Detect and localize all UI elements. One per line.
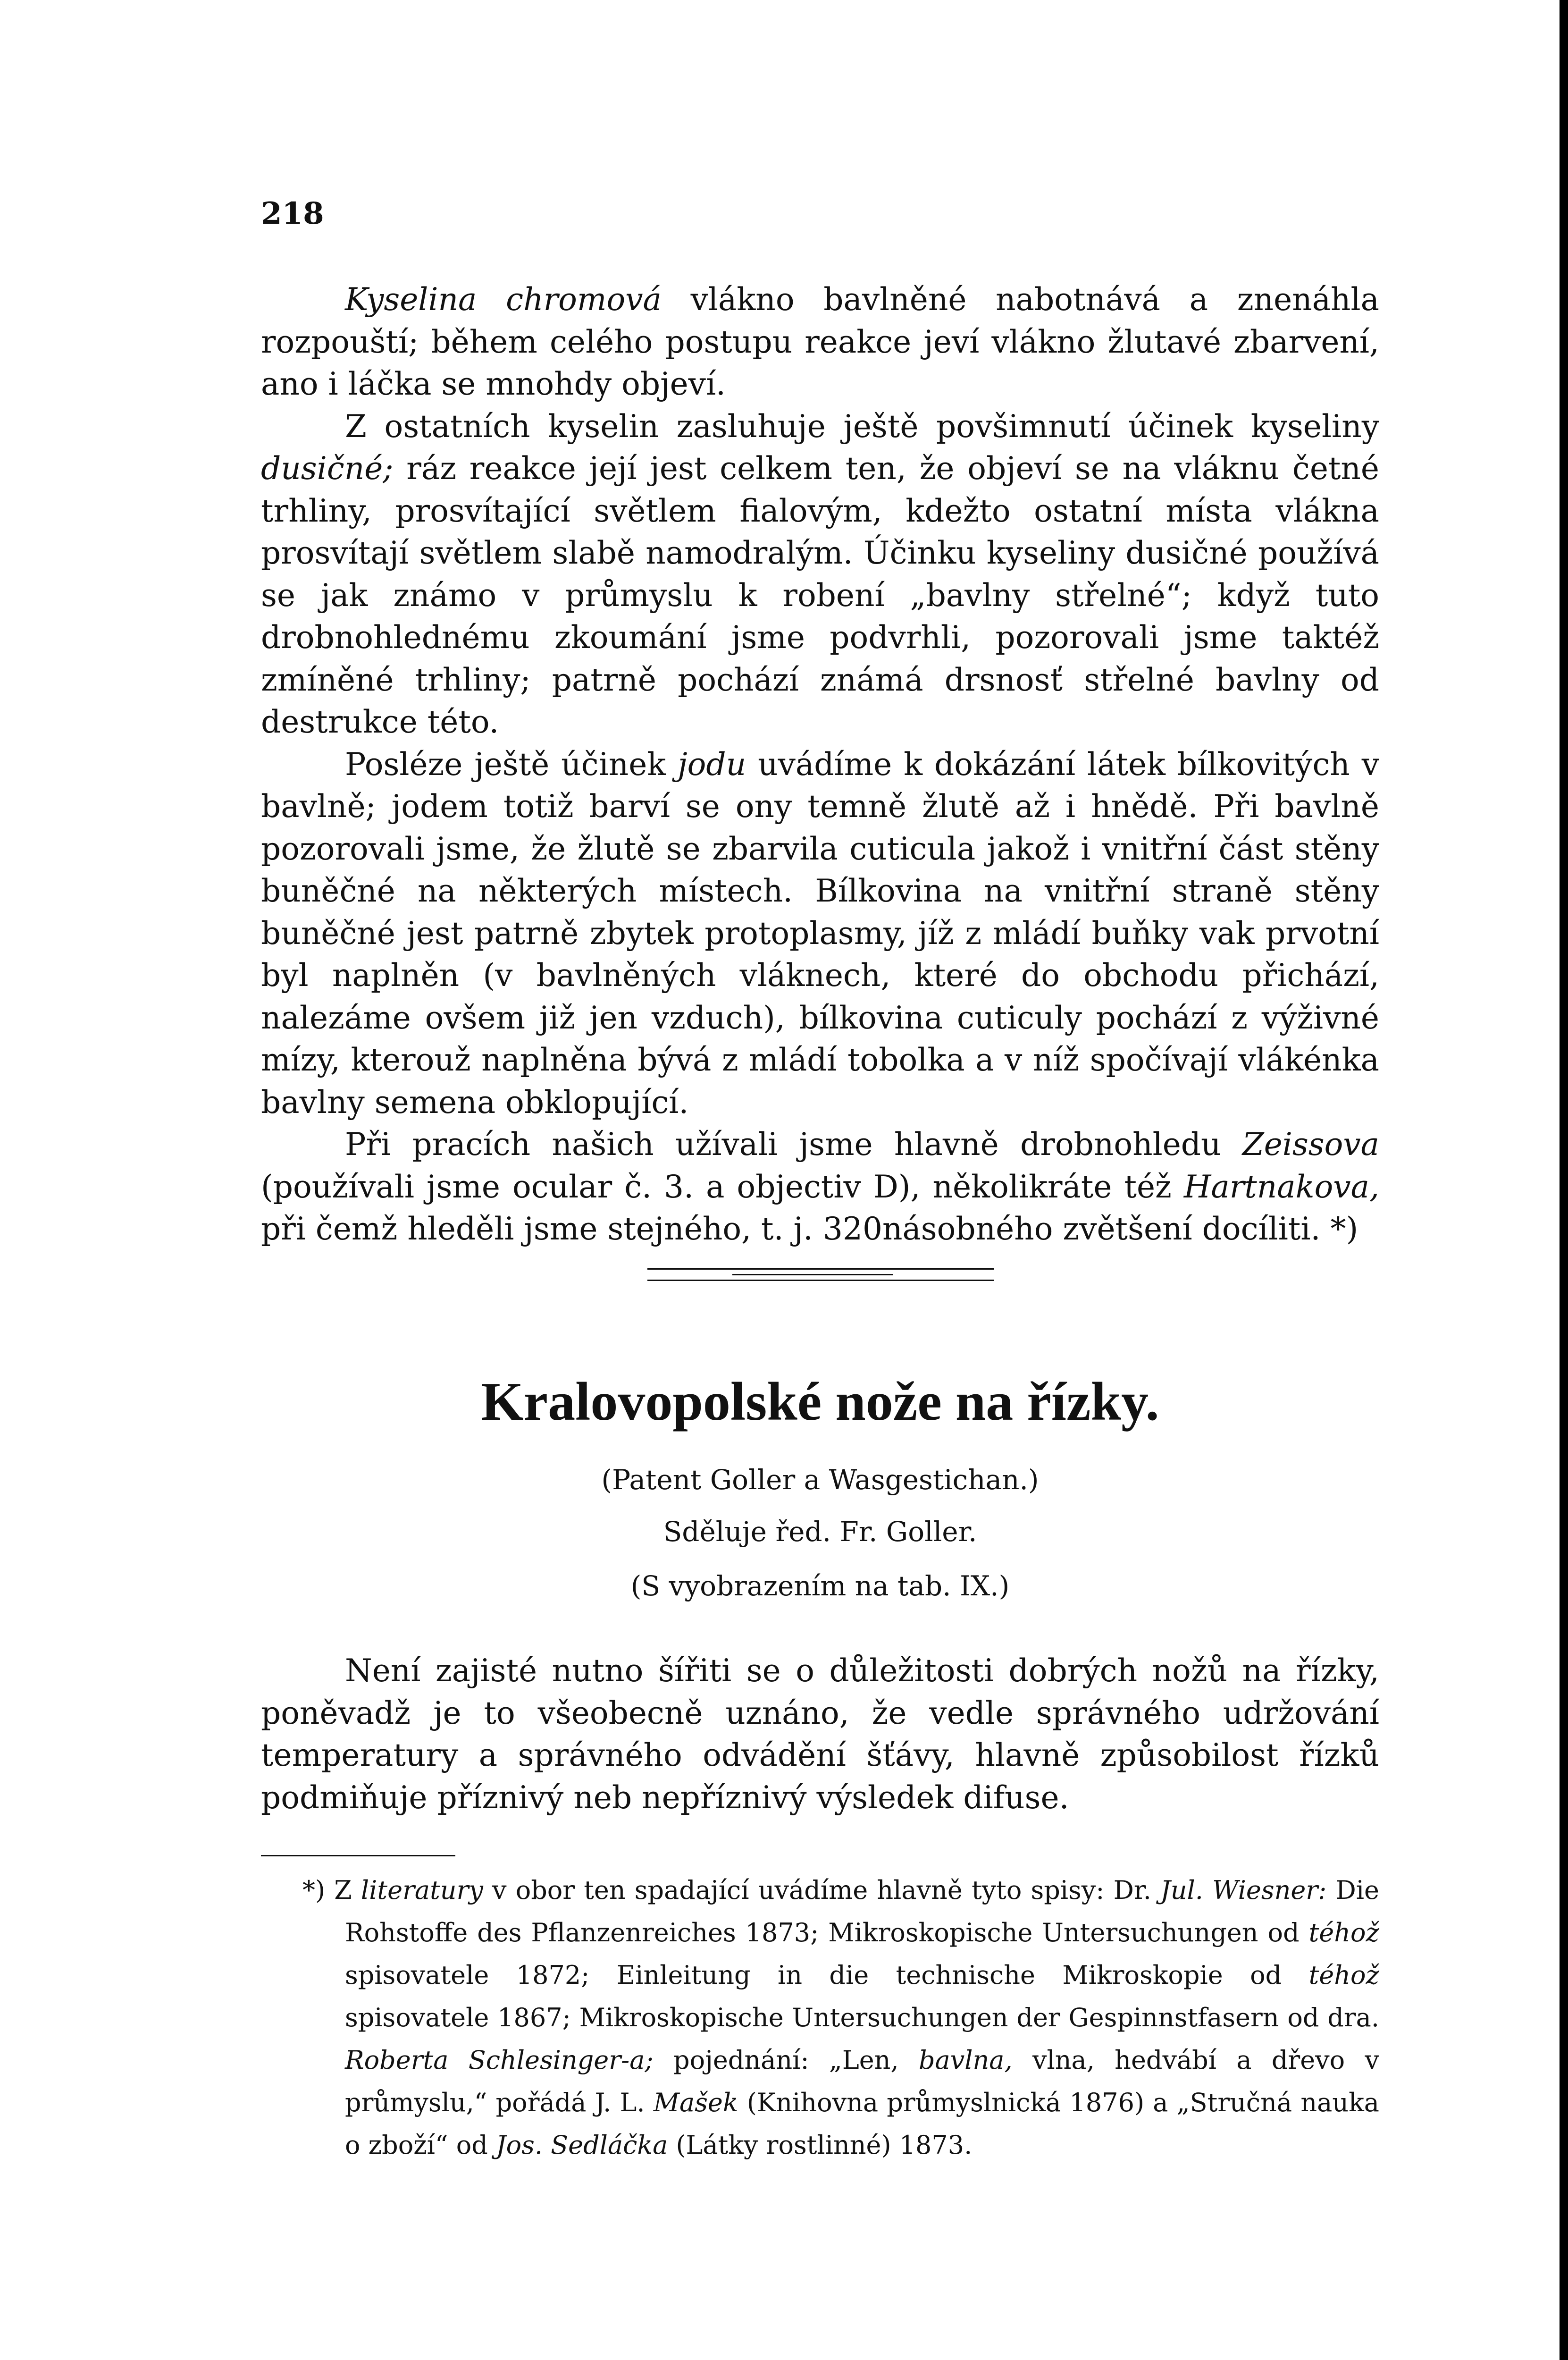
scan-edge: [1560, 0, 1568, 2360]
divider-line: [732, 1274, 893, 1275]
divider-line: [647, 1268, 994, 1270]
term-iodine: jodu: [678, 746, 746, 783]
article-body: [261, 1650, 1379, 1819]
term-hartnack: Hartnakova,: [1183, 1168, 1379, 1205]
term-zeiss: Zeissova: [1242, 1126, 1379, 1163]
footnote: [261, 1869, 1379, 2166]
term-chromic-acid: Kyselina chromová: [345, 281, 662, 318]
article-patent: (Patent Goller a Wasgestichan.): [601, 1464, 1039, 1496]
paragraph-chromic-acid: Kyselina chromová vlákno bavlněné nabotnává a znenáhla rozpouští; během celého postupu reakce jeví vlákno žlutavé zbarvení, ano i láčka se mnohdy objeví.: [261, 281, 1380, 402]
paragraph-microscopes: Při pracích našich užívali jsme hlavně drobnohledu Zeissova (používali jsme ocular č. 3. a objectiv D), několikráte též Hartnakova, při čemž hleděli jsme stejného, t. j. 320násobného zvětšení docíliti. *): [261, 1126, 1379, 1247]
chemistry-section: [261, 278, 1379, 1250]
paragraph-iodine: Posléze ještě účinek jodu uvádíme k dokázání látek bílkovitých v bavlně; jodem totiž barví se ony temně žlutě až i hnědě. Při bavlně pozorovali jsme, že žlutě se zbarvila cuticula jakož i vnitřní část stěny buněčné na některých místech. Bílkovina na vnitřní straně stěny buněčné jest patrně zbytek protoplasmy, jíž z mládí buňky vak prvotní byl naplněn (v bavlněných vláknech, které do obchodu přichází, nalezáme ovšem již jen vzduch), bílkovina cuticuly pochází z výživné mízy, kterouž naplněna bývá z mládí tobolka a v níž spočívají vlákénka bavlny semena obklopující.: [261, 746, 1379, 1121]
article-paragraph: Není zajisté nutno šířiti se o důležitosti dobrých nožů na řízky, poněvadž je to všeobecně uznáno, že vedle správného udržování temperatury a správného odvádění šťávy, hlavně způsobilost řízků podmiňuje příznivý neb nepříznivý výsledek difuse.: [261, 1652, 1379, 1816]
divider-line: [647, 1280, 994, 1281]
article-illustration-note: (S vyobrazením na tab. IX.): [630, 1570, 1010, 1602]
footnote-mark: *): [302, 1875, 326, 1905]
article-title: Kralovopolské nože na řízky.: [481, 1372, 1159, 1432]
term-nitric-acid: dusičné;: [261, 450, 394, 487]
article-author: Sděluje řed. Fr. Goller.: [663, 1516, 977, 1548]
page-number: 218: [261, 196, 324, 231]
section-divider: [647, 1267, 994, 1286]
footnote-rule: [261, 1855, 455, 1856]
paragraph-nitric-acid: Z ostatních kyselin zasluhuje ještě povšimnutí účinek kyseliny dusičné; ráz reakce její jest celkem ten, že objeví se na vláknu četné trhliny, prosvítající světlem fialovým, kdežto ostatní místa vlákna prosvítají světlem slabě namodralým. Účinku kyseliny dusičné používá se jak známo v průmyslu k robení „bavlny střelné“; když tuto drobnohlednému zkoumání jsme podvrhli, pozorovali jsme taktéž zmíněné trhliny; patrně pochází známá drsnosť střelné bavlny od destrukce této.: [261, 408, 1379, 740]
footnote-text: *) Z literatury v obor ten spadající uvádíme hlavně tyto spisy: Dr. Jul. Wiesner: Die Rohstoffe des Pflanzenreiches 1873; Mikroskopische Untersuchungen od téhož spisovatele 1872; Einleitung in die technische Mikroskopie od téhož spisovatele 1867; Mikroskopische Untersuchungen der Gespinnstfasern od dra. Roberta Schlesinger-a; pojednání: „Len, bavlna, vlna, hedvábí a dřevo v průmyslu,“ pořádá J. L. Mašek (Knihovna průmyslnická 1876) a „Stručná nauka o zboží“ od Jos. Sedláčka (Látky rostlinné) 1873.: [302, 1875, 1380, 2160]
